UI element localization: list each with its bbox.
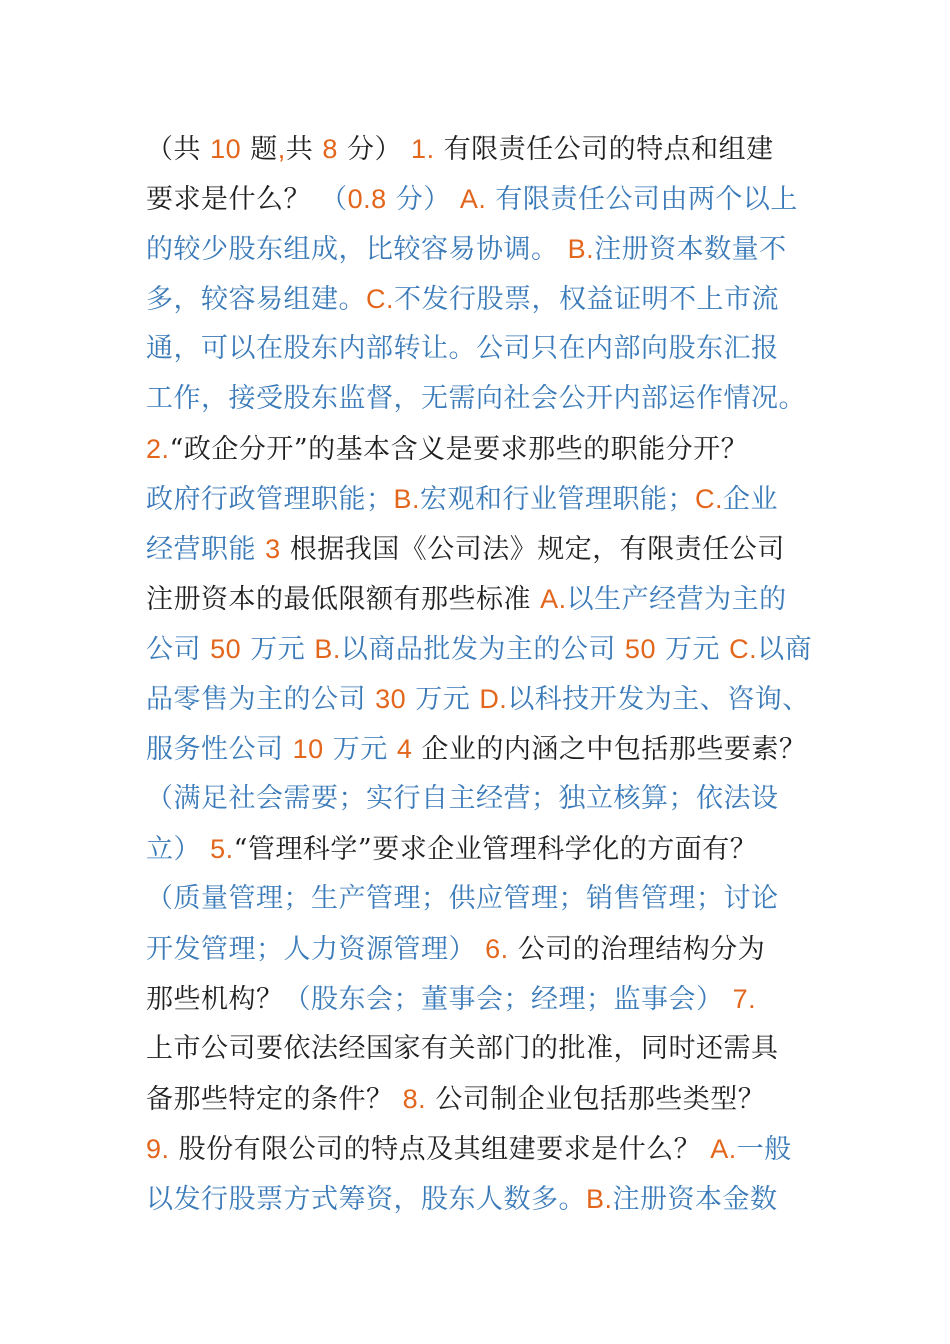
question-text: 根据我国《公司法》规定，有限责任公司 (280, 534, 785, 565)
text-line (146, 324, 836, 374)
text-line (146, 924, 836, 974)
text-line (146, 1024, 836, 1074)
question-text: 股份有限公司的特点及其组建要求是什么？ (169, 1134, 711, 1165)
text-line (146, 474, 836, 524)
text-line (146, 1074, 836, 1124)
number-marker: 9. (146, 1134, 170, 1164)
number-marker: 2. (146, 434, 170, 464)
answer-text: 以商 (757, 634, 813, 665)
number-marker: 50 (624, 634, 656, 664)
number-marker: B. (314, 634, 341, 664)
question-text: 注册资本的最低限额有那些标准 (146, 584, 541, 615)
number-marker: C. (729, 634, 758, 664)
question-text: 公司制企业包括那些类型？ (426, 1084, 766, 1115)
answer-text: 企业 (723, 484, 779, 515)
answer-text: 经营职能 (146, 534, 266, 565)
answer-text: （ (320, 184, 348, 215)
answer-text: 以生产经营为主的 (566, 584, 787, 615)
text-line (146, 574, 836, 624)
question-text: 有限责任公司的特点和组建 (434, 134, 774, 165)
number-marker: 10 (292, 734, 324, 764)
document-body (146, 124, 836, 1224)
number-marker: D. (479, 684, 508, 714)
text-line (146, 974, 836, 1024)
answer-text: 一般 (736, 1134, 792, 1165)
text-line (146, 124, 836, 174)
answer-text: 不发行股票，权益证明不上市流 (394, 284, 779, 315)
answer-text: 以科技开发为主、咨询、 (507, 684, 810, 715)
number-marker: B. (586, 1184, 613, 1214)
answer-text: （股东会；董事会；经理；监事会） (283, 984, 733, 1015)
question-text: “政企分开”的基本含义是要求那些的职能分开？ (169, 434, 749, 465)
answer-text: 立） (146, 834, 211, 865)
answer-text: 工作，接受股东监督，无需向社会公开内部运作情况。 (146, 383, 806, 414)
number-marker: 8 (322, 134, 338, 164)
answer-text: 万元 (241, 634, 315, 665)
number-marker: 1. (411, 134, 435, 164)
text-line (146, 774, 836, 824)
answer-text: （质量管理；生产管理；供应管理；销售管理；讨论 (146, 883, 779, 914)
answer-text: 万元 (655, 634, 730, 665)
question-text: （共 (146, 134, 211, 165)
question-text: “管理科学”要求企业管理科学化的方面有？ (233, 834, 758, 865)
text-line (146, 174, 836, 224)
text-line (146, 724, 836, 774)
question-text: 那些机构？ (146, 984, 284, 1015)
number-marker: C. (695, 484, 724, 514)
text-line (146, 274, 836, 324)
number-marker: 3 (265, 534, 281, 564)
text-line (146, 624, 836, 674)
number-marker: 8. (402, 1084, 427, 1114)
text-line (146, 524, 836, 574)
answer-text: 品零售为主的公司 (146, 684, 376, 715)
number-marker: C. (366, 284, 394, 314)
question-text: 企业的内涵之中包括那些要素？ (412, 734, 807, 765)
text-line (146, 674, 836, 724)
text-line (146, 224, 836, 274)
answer-text: 通，可以在股东内部转让。公司只在内部向股东汇报 (146, 333, 779, 364)
answer-text: 万元 (406, 684, 480, 715)
answer-text: 开发管理；人力资源管理） (146, 934, 486, 965)
question-text: 分） (337, 134, 412, 165)
number-marker: B. (393, 484, 421, 514)
number-marker: 4 (396, 734, 413, 764)
answer-text: 有限责任公司由两个以上 (486, 184, 798, 215)
answer-text: 分） (386, 184, 460, 215)
text-line (146, 874, 836, 924)
answer-text: 以发行股票方式筹资，股东人数多。 (146, 1184, 586, 1215)
text-line (146, 424, 836, 474)
answer-text: 注册资本数量不 (594, 234, 787, 265)
number-marker: A. (459, 184, 487, 214)
answer-text: 万元 (323, 734, 397, 765)
text-line (146, 1124, 836, 1174)
number-marker: 10 (210, 134, 242, 164)
number-marker: A. (540, 584, 567, 614)
answer-text: 多，较容易组建。 (146, 284, 366, 315)
answer-text: 公司 (146, 634, 211, 665)
number-marker: A. (710, 1134, 737, 1164)
answer-text: （满足社会需要；实行自主经营；独立核算；依法设 (146, 783, 779, 814)
text-line (146, 374, 836, 424)
text-line (146, 824, 836, 874)
answer-text: 服务性公司 (146, 734, 293, 765)
answer-text: 的较少股东组成，比较容易协调。 (146, 234, 568, 265)
answer-text: 以商品批发为主的公司 (340, 634, 625, 665)
answer-text: 注册资本金数 (612, 1184, 778, 1215)
question-text: 共 (285, 134, 323, 165)
number-marker: 7. (732, 984, 757, 1014)
number-marker: 50 (210, 634, 242, 664)
number-marker: 5. (210, 834, 234, 864)
text-line (146, 1174, 836, 1224)
number-marker: B. (567, 234, 595, 264)
number-marker: 30 (375, 684, 407, 714)
question-text: 备那些特定的条件？ (146, 1084, 403, 1115)
number-marker: 6. (485, 934, 509, 964)
answer-text: 宏观和行业管理职能； (420, 484, 696, 515)
question-text: 公司的治理结构分为 (508, 934, 766, 965)
answer-text: 政府行政管理职能； (146, 484, 394, 515)
number-marker: 0.8 (347, 184, 387, 214)
question-text: 上市公司要依法经国家有关部门的批准，同时还需具 (146, 1033, 779, 1064)
question-text: 题 (241, 134, 278, 165)
question-text: 要求是什么？ (146, 184, 321, 215)
number-marker: , (277, 134, 286, 164)
